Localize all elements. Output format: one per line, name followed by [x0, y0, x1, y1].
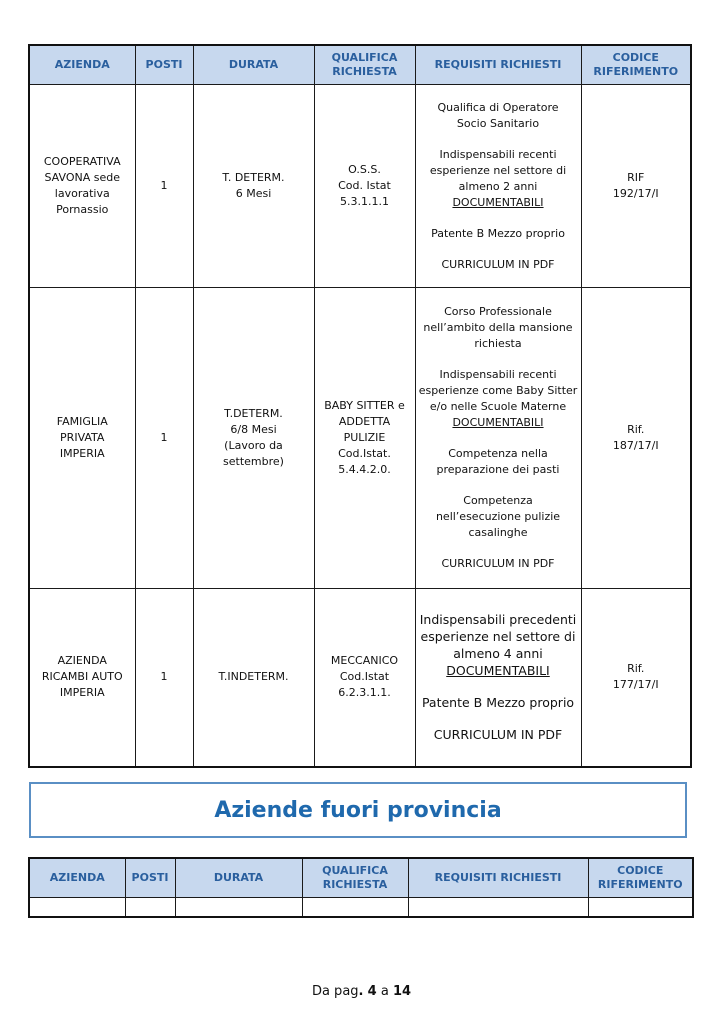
footer-dot: .: [358, 984, 364, 999]
text-line: 192/17/I: [612, 187, 659, 200]
text-line: lavorativa: [54, 187, 110, 200]
header-qualifica-line: QUALIFICA: [331, 51, 398, 64]
text-line: Indispensabili precedenti: [419, 612, 577, 628]
text-line: RIF: [627, 171, 645, 184]
empty-cell: [408, 898, 588, 917]
text-line: DOCUMENTABILI: [446, 663, 550, 679]
empty-cell: [29, 898, 125, 917]
text-line: 187/17/I: [612, 439, 659, 452]
text-line: esperienze nel settore di: [429, 163, 567, 177]
cell-posti: 1: [135, 589, 193, 767]
text-line: IMPERIA: [59, 447, 105, 460]
page-footer: [0, 984, 723, 999]
text-line: Corso Professionale: [444, 305, 552, 318]
header-azienda: AZIENDA: [29, 45, 135, 85]
text-line: Patente B Mezzo proprio: [431, 226, 565, 240]
header-durata: DURATA: [175, 858, 302, 898]
header-qualifica: [314, 45, 415, 85]
header-codice-line: CODICE: [617, 864, 664, 877]
text-line: Qualifica di Operatore: [437, 100, 559, 114]
text-line: O.S.S.: [348, 163, 381, 176]
job-offers-table: [28, 44, 692, 768]
text-line: PRIVATA: [60, 431, 105, 444]
text-line: DOCUMENTABILI: [452, 416, 544, 429]
text-line: Indispensabili recenti: [439, 368, 557, 381]
table-row: [29, 898, 693, 917]
text-line: MECCANICO: [330, 654, 399, 668]
text-line: 5.3.1.1.1: [340, 195, 389, 208]
text-line: nell’ambito della mansione: [423, 321, 573, 334]
header-qualifica-line: RICHIESTA: [332, 65, 397, 78]
header-durata: DURATA: [193, 45, 314, 85]
text-line: preparazione dei pasti: [436, 463, 560, 476]
empty-cell: [588, 898, 693, 917]
cell-durata: [193, 589, 314, 767]
text-line: CURRICULUM IN PDF: [441, 557, 555, 570]
header-requisiti: REQUISITI RICHIESTI: [415, 45, 581, 85]
cell-qualifica: [314, 288, 415, 589]
text-line: esperienze nel settore di: [420, 629, 576, 645]
cell-durata: [193, 288, 314, 589]
header-azienda: AZIENDA: [29, 858, 125, 898]
cell-codice: [581, 589, 691, 767]
cell-posti: 1: [135, 85, 193, 288]
table-header-row: [29, 45, 691, 85]
text-line: AZIENDA: [57, 654, 107, 668]
text-line: T. DETERM.: [222, 171, 285, 184]
table-header-row: [29, 858, 693, 898]
header-qualifica: [302, 858, 408, 898]
cell-codice: [581, 288, 691, 589]
cell-requisiti: [415, 85, 581, 288]
header-codice: [581, 45, 691, 85]
cell-azienda: [29, 288, 135, 589]
cell-azienda: [29, 589, 135, 767]
text-line: DOCUMENTABILI: [452, 195, 544, 209]
text-line: richiesta: [474, 337, 522, 350]
cell-qualifica: [314, 589, 415, 767]
text-line: COOPERATIVA: [43, 155, 121, 168]
text-line: Rif.: [627, 662, 645, 676]
header-codice-line: RIFERIMENTO: [597, 878, 683, 891]
footer-total-pages: 14: [392, 984, 412, 999]
text-line: CURRICULUM IN PDF: [433, 727, 563, 743]
header-codice: [588, 858, 693, 898]
text-line: Cod. Istat: [338, 179, 391, 192]
text-line: RICAMBI AUTO: [41, 670, 123, 684]
text-line: Patente B Mezzo proprio: [421, 695, 575, 711]
text-line: ADDETTA: [338, 415, 391, 428]
text-line: Indispensabili recenti: [439, 147, 557, 161]
cell-posti: 1: [135, 288, 193, 589]
cell-qualifica: [314, 85, 415, 288]
header-requisiti: REQUISITI RICHIESTI: [408, 858, 588, 898]
text-line: FAMIGLIA: [56, 415, 108, 428]
cell-requisiti: [415, 288, 581, 589]
text-line: e/o nelle Scuole Materne: [429, 400, 567, 413]
cell-azienda: [29, 85, 135, 288]
header-qualifica-line: QUALIFICA: [322, 864, 388, 877]
text-line: Competenza: [463, 494, 533, 507]
text-line: 5.4.4.2.0.: [338, 463, 391, 476]
footer-prefix: Da pag: [311, 984, 359, 999]
header-codice-line: RIFERIMENTO: [593, 65, 679, 78]
text-line: esperienze come Baby Sitter: [418, 384, 578, 397]
text-line: T.INDETERM.: [218, 670, 289, 684]
table-row: [29, 288, 691, 589]
text-line: almeno 4 anni: [453, 646, 543, 662]
footer-middle: a: [380, 984, 389, 999]
empty-cell: [175, 898, 302, 917]
text-line: SAVONA sede: [44, 171, 120, 184]
text-line: nell’esecuzione pulizie: [435, 510, 561, 523]
text-line: settembre): [223, 455, 284, 468]
text-line: Cod.Istat.: [338, 447, 391, 460]
cell-codice: [581, 85, 691, 288]
text-line: casalinghe: [468, 526, 528, 539]
table-row: [29, 85, 691, 288]
footer-current-page: 4: [367, 984, 377, 999]
section-banner: Aziende fuori provincia: [29, 782, 687, 838]
table-row: [29, 589, 691, 767]
header-codice-line: CODICE: [612, 51, 659, 64]
text-line: almeno 2 anni: [458, 179, 538, 193]
header-posti: POSTI: [125, 858, 175, 898]
text-line: Pornassio: [56, 203, 109, 216]
text-line: Rif.: [627, 423, 645, 436]
cell-requisiti: [415, 589, 581, 767]
empty-cell: [302, 898, 408, 917]
text-line: BABY SITTER e: [324, 399, 405, 412]
text-line: 177/17/I: [612, 678, 659, 692]
header-qualifica-line: RICHIESTA: [322, 878, 388, 891]
text-line: T.DETERM.: [224, 407, 283, 420]
text-line: PULIZIE: [343, 431, 386, 444]
text-line: Cod.Istat: [339, 670, 390, 684]
text-line: CURRICULUM IN PDF: [441, 257, 555, 271]
text-line: Socio Sanitario: [456, 116, 540, 130]
text-line: 6/8 Mesi: [230, 423, 277, 436]
header-posti: POSTI: [135, 45, 193, 85]
text-line: Competenza nella: [448, 447, 548, 460]
cell-durata: [193, 85, 314, 288]
out-of-province-table: [28, 857, 694, 918]
empty-cell: [125, 898, 175, 917]
text-line: 6 Mesi: [235, 187, 272, 200]
text-line: (Lavoro da: [224, 439, 283, 452]
text-line: IMPERIA: [59, 686, 105, 700]
text-line: 6.2.3.1.1.: [338, 686, 391, 700]
